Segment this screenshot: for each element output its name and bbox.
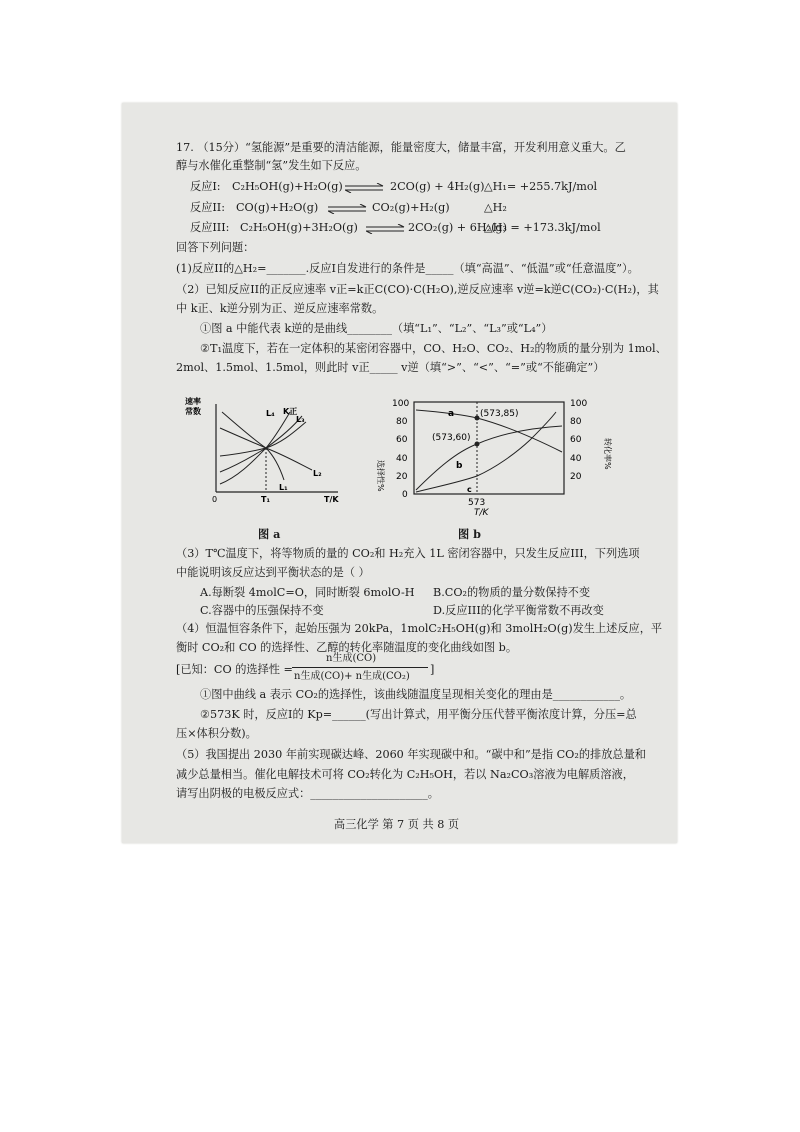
option-c: C.容器中的压强保持不变 bbox=[200, 604, 324, 617]
right-tick: 100 bbox=[570, 399, 588, 409]
reaction-1-rhs: 2CO(g) + 4H₂(g) bbox=[390, 180, 485, 193]
label-k-forward: K正 bbox=[283, 407, 298, 416]
part-4-sub-2-cont: 压×体积分数)。 bbox=[176, 727, 257, 740]
figure-a-caption: 图 a bbox=[258, 527, 281, 541]
known-label: [已知：CO 的选择性 = bbox=[176, 663, 293, 676]
figure-b bbox=[370, 390, 620, 520]
figure-a-xlabel: T/K bbox=[324, 495, 339, 504]
reaction-2-dh: △H₂ bbox=[484, 201, 507, 214]
equilibrium-arrow-icon bbox=[328, 204, 368, 214]
part-2-line-2: 中 k正、k逆分别为正、逆反应速率常数。 bbox=[176, 302, 384, 315]
figure-a bbox=[180, 392, 350, 517]
part-5-line-1: （5）我国提出 2030 年前实现碳达峰、2060 年实现碳中和。“碳中和”是指 CO₂的排放总量和 bbox=[176, 748, 646, 761]
fraction-numerator: n生成(CO) bbox=[326, 653, 377, 664]
part-5-line-2: 减少总量相当。催化电解技术可将 CO₂转化为 C₂H₅OH，若以 Na₂CO₃溶液为电解质溶液， bbox=[176, 768, 634, 781]
figure-b-x-tick: 573 bbox=[468, 498, 486, 508]
label-l3: L₃ bbox=[296, 415, 305, 424]
figure-a-ylabel-1: 速率 bbox=[185, 397, 201, 406]
figure-a-t1-label: T₁ bbox=[261, 495, 270, 504]
part-5-line-3: 请写出阴极的电极反应式：_____________________。 bbox=[176, 787, 439, 800]
reaction-2-lhs: CO(g)+H₂O(g) bbox=[236, 201, 319, 214]
figure-a-ylabel-2: 常数 bbox=[185, 407, 201, 416]
label-l2: L₂ bbox=[313, 469, 322, 478]
part-4-line-2: 衡时 CO₂和 CO 的选择性、乙醇的转化率随温度的变化曲线如图 b。 bbox=[176, 641, 518, 654]
known-bracket-close: ] bbox=[430, 663, 435, 676]
left-tick: 0 bbox=[402, 490, 408, 500]
equilibrium-arrow-icon bbox=[366, 224, 406, 234]
figure-b-xlabel: T/K bbox=[474, 508, 489, 518]
answer-intro: 回答下列问题： bbox=[176, 241, 255, 254]
question-header-cont: 醇与水催化重整制“氢”发生如下反应。 bbox=[176, 159, 367, 172]
part-2-sub-2: ②T₁温度下，若在一定体积的某密闭容器中，CO、H₂O、CO₂、H₂的物质的量分别为 1mol、 bbox=[200, 342, 667, 355]
part-4-line-1: （4）恒温恒容条件下，起始压强为 20kPa，1molC₂H₅OH(g)和 3molH₂O(g)发生上述反应，平 bbox=[176, 622, 663, 635]
option-b: B.CO₂的物质的量分数保持不变 bbox=[433, 586, 591, 599]
curve-l1 bbox=[222, 412, 284, 480]
label-curve-a: a bbox=[448, 409, 455, 419]
label-curve-c: c bbox=[467, 485, 472, 494]
point-573-60 bbox=[475, 442, 480, 447]
part-1: (1)反应II的△H₂=_______.反应I自发进行的条件是_____（填“高温”、“低温”或“任意温度”）。 bbox=[176, 262, 639, 275]
reaction-2-name: 反应II: bbox=[190, 201, 225, 214]
reaction-1-dh: △H₁= +255.7kJ/mol bbox=[484, 180, 598, 193]
label-curve-b: b bbox=[456, 461, 463, 471]
right-tick: 80 bbox=[570, 417, 582, 427]
curve-l4 bbox=[220, 412, 290, 484]
page-footer: 高三化学 第 7 页 共 8 页 bbox=[334, 818, 460, 831]
fraction-bar bbox=[292, 667, 428, 668]
left-tick: 80 bbox=[396, 417, 408, 427]
label-l1: L₁ bbox=[279, 483, 288, 492]
label-point-573-60: (573,60) bbox=[432, 433, 471, 443]
equilibrium-arrow-icon bbox=[345, 183, 385, 193]
part-4-sub-2: ②573K 时，反应I的 Kp=______(写出计算式，用平衡分压代替平衡浓度计算，分压=总 bbox=[200, 708, 637, 721]
right-tick: 20 bbox=[570, 472, 582, 482]
figure-b-left-ticks bbox=[392, 399, 409, 500]
left-tick: 60 bbox=[396, 435, 408, 445]
reaction-3-name: 反应III: bbox=[190, 221, 230, 234]
part-2-sub-1: ①图 a 中能代表 k逆的是曲线________（填“L₁”、“L₂”、“L₃”或“L₄”） bbox=[200, 322, 553, 335]
reaction-1-name: 反应I: bbox=[190, 180, 221, 193]
question-header: 17. （15分）“氢能源”是重要的清洁能源，能量密度大，储量丰富，开发利用意义重大。乙 bbox=[176, 141, 626, 154]
figure-b-caption: 图 b bbox=[458, 527, 481, 541]
part-3-line-2: 中能说明该反应达到平衡状态的是（ ） bbox=[176, 566, 370, 579]
figure-b-ylabel-left: 选择性% bbox=[376, 460, 385, 492]
left-tick: 100 bbox=[392, 399, 410, 409]
figure-b-ylabel-right: 转化率% bbox=[603, 438, 612, 470]
figure-a-origin: 0 bbox=[212, 495, 218, 504]
right-tick: 40 bbox=[570, 454, 582, 464]
option-a: A.每断裂 4molC=O，同时断裂 6molO-H bbox=[200, 586, 415, 599]
figure-b-right-ticks bbox=[570, 399, 587, 482]
part-4-sub-1: ①图中曲线 a 表示 CO₂的选择性，该曲线随温度呈现相关变化的理由是____________。 bbox=[200, 688, 632, 701]
point-573-85 bbox=[475, 416, 480, 421]
reaction-3-rhs: 2CO₂(g) + 6H₂(g) bbox=[408, 221, 507, 234]
reaction-2-rhs: CO₂(g)+H₂(g) bbox=[372, 201, 450, 214]
reaction-1-lhs: C₂H₅OH(g)+H₂O(g) bbox=[232, 180, 343, 193]
left-tick: 20 bbox=[396, 472, 408, 482]
reaction-3-lhs: C₂H₅OH(g)+3H₂O(g) bbox=[240, 221, 358, 234]
fraction-denominator: n生成(CO)+ n生成(CO₂) bbox=[294, 671, 410, 682]
right-tick: 60 bbox=[570, 435, 582, 445]
part-3-line-1: （3）T℃温度下，将等物质的量的 CO₂和 H₂充入 1L 密闭容器中，只发生反应III，下列选项 bbox=[176, 547, 640, 560]
part-2-line-1: （2）已知反应II的正反应速率 v正=k正C(CO)·C(H₂O),逆反应速率 v逆=k逆C(CO₂)·C(H₂)，其 bbox=[176, 283, 659, 296]
curve-b bbox=[416, 412, 556, 492]
label-l4: L₄ bbox=[266, 409, 275, 418]
left-tick: 40 bbox=[396, 454, 408, 464]
option-d: D.反应III的化学平衡常数不再改变 bbox=[433, 604, 604, 617]
label-point-573-85: (573,85) bbox=[480, 409, 519, 419]
reaction-3-dh: △H₃ = +173.3kJ/mol bbox=[484, 221, 601, 234]
part-2-sub-2-cont: 2mol、1.5mol、1.5mol，则此时 v正_____ v逆（填“>”、“<”、“=”或“不能确定”） bbox=[176, 361, 605, 374]
